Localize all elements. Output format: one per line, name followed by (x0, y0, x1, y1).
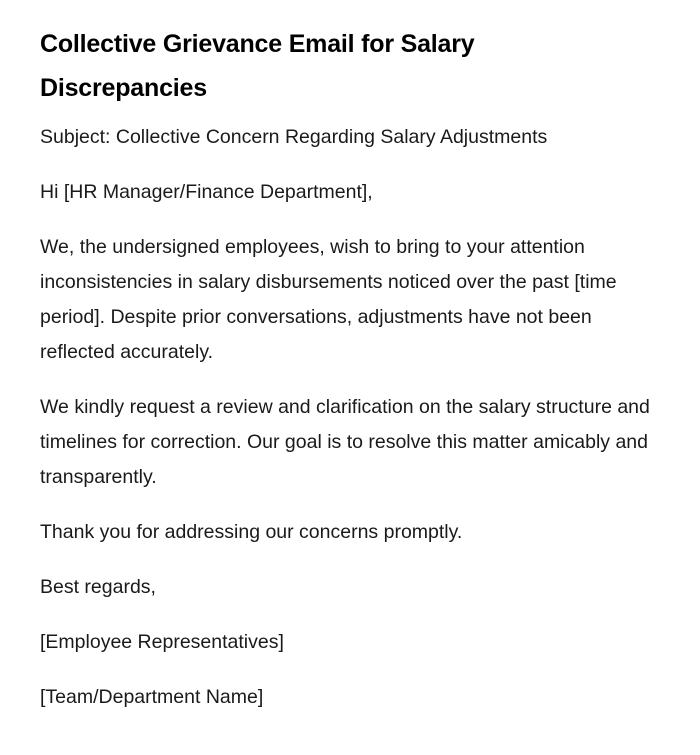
email-greeting: Hi [HR Manager/Finance Department], (40, 181, 373, 203)
body-paragraph-1: We, the undersigned employees, wish to bring to your attention inconsistencies in salary disbursements noticed over the past [time period]. Despite prior conversations, adjustments have not been reflected accurately. (40, 236, 617, 363)
signature-representatives: [Employee Representatives] (40, 631, 284, 653)
document-title: Collective Grievance Email for Salary Discrepancies (40, 30, 475, 102)
body-paragraph-2: We kindly request a review and clarification on the salary structure and timelines for correction. Our goal is to resolve this matter amicably and transparently. (40, 396, 650, 488)
signature-team: [Team/Department Name] (40, 686, 264, 708)
thanks-line: Thank you for addressing our concerns promptly. (40, 521, 463, 543)
closing-line: Best regards, (40, 576, 156, 598)
email-subject: Subject: Collective Concern Regarding Salary Adjustments (40, 126, 548, 148)
